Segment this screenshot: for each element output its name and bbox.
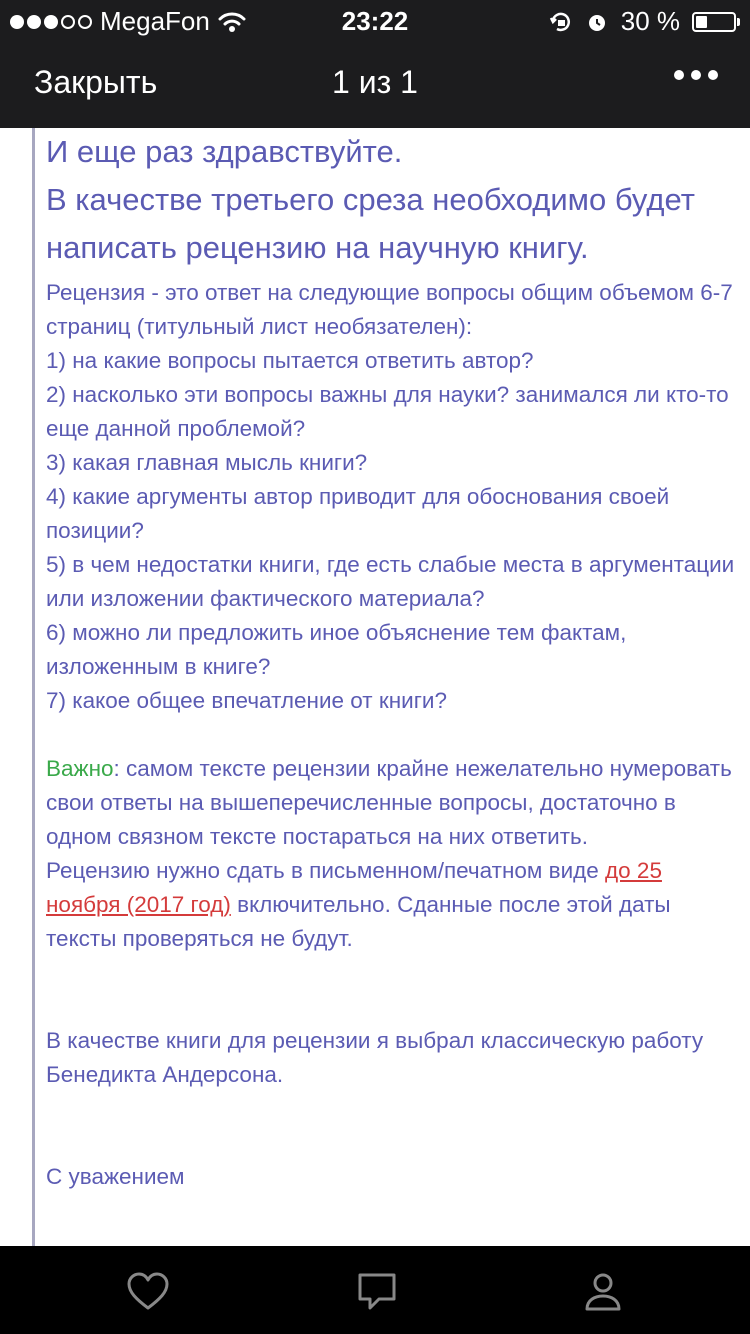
question-item: 6) можно ли предложить иное объяснение тем фактам, изложенным в книге? (46, 620, 627, 679)
battery-icon (692, 12, 736, 32)
quote-bar (32, 128, 35, 1246)
important-text: : самом тексте рецензии крайне нежелательно нумеровать свои ответы на вышеперечисленные вопросы, достаточно в одном связном тексте постараться на них ответить. (46, 756, 732, 849)
spacer (46, 718, 740, 752)
close-button[interactable]: Закрыть (34, 64, 158, 100)
more-dot (674, 70, 684, 80)
question-item: 2) насколько эти вопросы важны для науки? занимался ли кто-то еще данной проблемой? (46, 382, 729, 441)
submission-note (46, 854, 740, 956)
assignment-line: В качестве третьего среза необходимо будет написать рецензию на научную книгу. (46, 182, 695, 265)
greeting-line: И еще раз здравствуйте. (46, 134, 403, 169)
spacer (46, 956, 740, 990)
submit-prefix: Рецензию нужно сдать в письменном/печатном виде (46, 858, 606, 883)
intro-text: Рецензия - это ответ на следующие вопросы общим объемом 6-7 страниц (титульный лист необязателен): (46, 280, 733, 339)
spacer (46, 1092, 740, 1126)
nav-bar (0, 40, 750, 128)
status-right (549, 6, 736, 37)
more-dot (691, 70, 701, 80)
person-icon[interactable] (581, 1272, 625, 1312)
battery-level (696, 16, 707, 28)
signoff: С уважением (46, 1164, 185, 1189)
question-item: 3) какая главная мысль книги? (46, 450, 368, 475)
page-counter: 1 из 1 (332, 64, 418, 100)
greeting-heading (46, 128, 740, 272)
book-choice: В качестве книги для рецензии я выбрал классическую работу Бенедикта Андерсона. (46, 1028, 704, 1087)
clock: 23:22 (341, 6, 409, 36)
spacer (46, 1126, 740, 1160)
more-options-icon[interactable] (674, 70, 718, 80)
question-item: 5) в чем недостатки книги, где есть слабые места в аргументации или изложении фактического материала? (46, 552, 735, 611)
carrier-name: MegaFon (100, 6, 210, 36)
status-bar (0, 0, 750, 40)
alarm-icon (585, 10, 609, 34)
bottom-toolbar (0, 1246, 750, 1334)
orientation-lock-icon (549, 10, 573, 34)
important-note (46, 752, 740, 854)
message-content[interactable] (0, 128, 750, 1246)
deadline-text: до 25 ноября (2017 год) (46, 858, 662, 917)
more-dot (708, 70, 718, 80)
important-label: Важно (46, 756, 114, 781)
question-item: 7) какое общее впечатление от книги? (46, 688, 447, 713)
message-text (46, 128, 740, 1194)
question-item: 1) на какие вопросы пытается ответить автор? (46, 348, 534, 373)
battery-percent: 30 % (620, 6, 680, 36)
comment-icon[interactable] (355, 1272, 399, 1312)
submit-suffix: включительно. Сданные после этой даты тексты проверяться не будут. (46, 892, 671, 951)
spacer (46, 990, 740, 1024)
review-requirements (46, 276, 740, 1194)
heart-icon[interactable] (126, 1272, 170, 1312)
question-item: 4) какие аргументы автор приводит для обоснования своей позиции? (46, 484, 670, 543)
